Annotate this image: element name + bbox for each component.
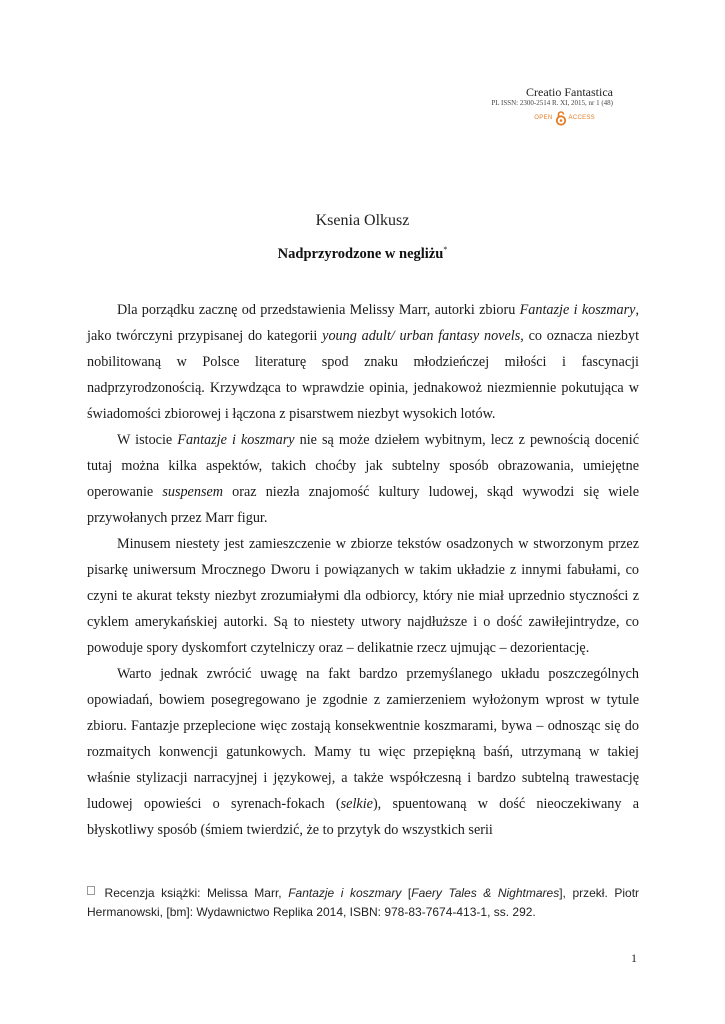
open-access-label-left: OPEN: [534, 114, 553, 121]
article-author: Ksenia Olkusz: [315, 212, 410, 229]
text-run: nie są może dziełem wybitnym, lecz z pewnością docenić tutaj można kilka aspektów, takich choćby jak subtelny sposób obrazowania, umiejętne operowanie: [87, 432, 639, 500]
page-number: 1: [631, 951, 637, 965]
journal-issn: PL ISSN: 2300-2514 R. XI, 2015, nr 1 (48): [491, 99, 613, 108]
open-access-badge: [393, 110, 613, 126]
paragraph: [87, 427, 639, 531]
text-run: Minusem niestety jest zamieszczenie w zbiorze tekstów osadzonych w stworzonym przez pisarkę uniwersum Mrocznego Dworu i powiązanych w takim układzie z innymi fabułami, co czyni te akurat teksty niezbyt zrozumiałymi dla odbiorcy, który nie miał uprzednio styczności z cyklem amerykańskiej autorki. Są to niestety utwory najdłuższe i o dość zawiłejintrydze, co powoduje spory dyskomfort czytelniczy oraz – delikatnie rzecz ujmując – dezorientację.: [87, 536, 639, 656]
article-title: [0, 245, 725, 263]
paragraph: [87, 297, 639, 427]
paragraph: [87, 661, 639, 843]
journal-header: [393, 86, 613, 126]
italic-text: Fantazje i koszmary: [177, 432, 295, 448]
text-run: , co oznacza niezbyt nobilitowaną w Polsce literaturę spod znaku młodzieńczej miłości i fascynacji nadprzyrodzonością. Krzywdząca to wprawdzie opinia, jednakowoż niezmiennie pokutująca w świadomości zbiorowej i łączona z pisarstwem niezbyt wysokich lotów.: [87, 328, 640, 422]
text-run: ], przekł. Piotr Hermanowski, [bm]: Wydawnictwo Replika 2014, ISBN: 978-83-7674-413-1, ss. 292.: [87, 886, 640, 919]
article-body: [87, 297, 639, 843]
text-run: , jako twórczyni przypisanej do kategorii: [87, 302, 639, 344]
text-run: Dla porządku zacznę od przedstawienia Melissy Marr, autorki zbioru: [117, 302, 520, 318]
italic-text: young adult/ urban fantasy novels: [322, 328, 521, 344]
text-run: [: [401, 886, 412, 900]
paragraph: [87, 531, 639, 661]
footnote: [87, 884, 639, 922]
open-access-label-right: ACCESS: [568, 114, 595, 121]
text-run: oraz niezła znajomość kultury ludowej, skąd wywodzi się wiele przywołanych przez Marr figur.: [87, 484, 639, 526]
text-run: Warto jednak zwrócić uwagę na fakt bardzo przemyślanego układu poszczególnych opowiadań, bowiem posegregowano je zgodnie z zamierzeniem wyłożonym wprost w tytule zbioru. Fantazje przeplecione więc zostają konsekwentnie koszmarami, bywa – odnosząc się do rozmaitych konwencji gatunkowych. Mamy tu więc przepiękną baśń, utrzymaną w takiej właśnie stylizacji narracyjnej i językowej, a także współczesną i bardzo subtelną trawestację ludowej opowieści o syrenach-fokach (: [87, 666, 639, 812]
article-title-text: Nadprzyrodzone w negliżu: [277, 245, 444, 262]
text-run: ), spuentowaną w dość nieoczekiwany a błyskotliwy sposób (śmiem twierdzić, że to przytyk do wszystkich serii: [87, 796, 639, 838]
italic-text: Fantazje i koszmary: [519, 302, 636, 318]
italic-text: selkie: [340, 796, 373, 812]
text-run: Recenzja książki: Melissa Marr,: [98, 886, 289, 900]
open-access-lock-icon: [555, 110, 567, 126]
italic-text: Faery Tales & Nightmares: [411, 886, 560, 900]
italic-text: Fantazje i koszmary: [288, 886, 402, 900]
italic-text: suspensem: [162, 484, 224, 500]
footnote-marker[interactable]: *: [443, 245, 448, 254]
footnote-symbol-icon: [87, 886, 95, 895]
journal-title: Creatio Fantastica: [526, 85, 613, 99]
text-run: W istocie: [117, 432, 178, 448]
